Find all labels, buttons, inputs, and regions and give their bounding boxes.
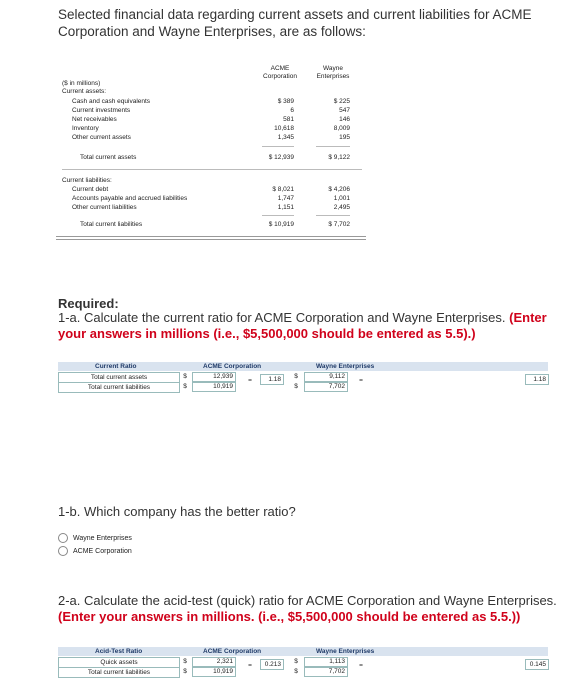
wayne-value: 2,495 [333, 204, 350, 211]
wayne-total-liabilities: $ 7,702 [328, 221, 350, 228]
wayne-header-line2: Enterprises [316, 73, 350, 80]
currency-symbol: $ [183, 383, 187, 390]
current-ratio-worksheet [58, 362, 548, 392]
asset-label: Inventory [72, 125, 99, 132]
currency-symbol: $ [183, 668, 187, 675]
acme-header: ACME Corporation [203, 648, 262, 655]
acme-ratio-result[interactable]: 1.18 [260, 374, 284, 385]
option-wayne-enterprises[interactable] [58, 533, 132, 543]
acme-total-assets: $ 12,939 [268, 154, 294, 161]
numerator-label: Total current assets [58, 372, 180, 383]
asset-row [62, 125, 362, 134]
divider [262, 215, 294, 216]
total-assets-label: Total current assets [80, 154, 137, 161]
intro-text: Selected financial data regarding current assets and current liabilities for ACME Corporation and Wayne Enterprises, are as follows: [58, 7, 532, 39]
acme-header: ACME Corporation [203, 363, 262, 370]
acme-header-line1: ACME [270, 65, 290, 72]
total-liabilities-row [62, 221, 362, 230]
question-2a-instruction: (Enter your answers in millions. (i.e., $5,500,000 should be entered as 5.5.)) [58, 609, 521, 624]
wayne-total-assets: $ 9,122 [328, 154, 350, 161]
current-assets-heading: Current assets: [62, 88, 107, 95]
currency-symbol: $ [183, 373, 187, 380]
equals-sign: = [248, 662, 252, 669]
question-1a [58, 310, 563, 342]
numerator-label: Quick assets [58, 657, 180, 668]
wayne-numerator-input[interactable]: 1,113 [304, 657, 348, 667]
asset-row [62, 134, 362, 143]
wayne-value: 8,009 [333, 125, 350, 132]
total-assets-row [62, 154, 362, 163]
wayne-value: 195 [339, 134, 350, 141]
wayne-denominator-input[interactable]: 7,702 [304, 382, 348, 392]
current-liabilities-heading: Current liabilities: [62, 177, 112, 184]
asset-label: Cash and cash equivalents [72, 98, 151, 105]
required-heading: Required: [58, 296, 119, 311]
currency-symbol: $ [294, 668, 298, 675]
option-label: Wayne Enterprises [73, 534, 132, 542]
acme-value: $ 389 [277, 98, 294, 105]
acme-value: 6 [290, 107, 294, 114]
liability-row [62, 204, 362, 213]
option-label: ACME Corporation [73, 547, 132, 555]
acme-column-header [255, 65, 305, 81]
divider [316, 215, 350, 216]
asset-label: Net receivables [72, 116, 117, 123]
question-1b: 1-b. Which company has the better ratio? [58, 504, 296, 519]
currency-symbol: $ [294, 658, 298, 665]
acme-value: $ 8,021 [272, 186, 294, 193]
acme-value: 1,747 [277, 195, 294, 202]
wayne-denominator-input[interactable]: 7,702 [304, 667, 348, 677]
divider [316, 146, 350, 147]
wayne-ratio-result[interactable]: 0.145 [525, 659, 549, 670]
divider [56, 236, 366, 237]
question-2a-text: 2-a. Calculate the acid-test (quick) ratio for ACME Corporation and Wayne Enterprises. [58, 593, 557, 608]
equals-sign: = [359, 662, 363, 669]
wayne-value: 1,001 [333, 195, 350, 202]
ratio-header: Acid-Test Ratio [95, 648, 143, 655]
wayne-value: $ 225 [333, 98, 350, 105]
total-liabilities-label: Total current liabilities [80, 221, 143, 228]
acme-value: 10,618 [274, 125, 294, 132]
denominator-label: Total current liabilities [58, 382, 180, 393]
divider [262, 146, 294, 147]
asset-label: Other current assets [72, 134, 131, 141]
radio-button[interactable] [58, 546, 68, 556]
acme-value: 1,151 [277, 204, 294, 211]
asset-row [62, 98, 362, 107]
question-1a-instruction: (Enter your answers in millions (i.e., $5,500,000 should be entered as 5.5).) [58, 310, 547, 341]
asset-row [62, 107, 362, 116]
question-1a-text: 1-a. Calculate the current ratio for ACME Corporation and Wayne Enterprises. [58, 310, 506, 325]
units-label: ($ in millions) [62, 80, 101, 87]
radio-button[interactable] [58, 533, 68, 543]
liability-label: Accounts payable and accrued liabilities [72, 195, 188, 202]
liability-label: Other current liabilities [72, 204, 137, 211]
wayne-header-line1: Wayne [323, 65, 343, 72]
option-acme-corporation[interactable] [58, 546, 132, 556]
worksheet-header [58, 362, 548, 371]
wayne-value: 547 [339, 107, 350, 114]
wayne-numerator-input[interactable]: 9,112 [304, 372, 348, 382]
worksheet-header [58, 647, 548, 656]
acme-ratio-result[interactable]: 0.213 [260, 659, 284, 670]
wayne-value: 146 [339, 116, 350, 123]
equals-sign: = [359, 377, 363, 384]
question-2a [58, 593, 568, 625]
acme-header-line2: Corporation [263, 73, 297, 80]
acme-value: 581 [283, 116, 294, 123]
acid-test-ratio-worksheet [58, 647, 548, 677]
asset-row [62, 116, 362, 125]
acme-total-liabilities: $ 10,919 [268, 221, 294, 228]
acme-denominator-input[interactable]: 10,919 [192, 667, 236, 677]
acme-value: 1,345 [277, 134, 294, 141]
currency-symbol: $ [294, 383, 298, 390]
ratio-header: Current Ratio [95, 363, 137, 370]
acme-denominator-input[interactable]: 10,919 [192, 382, 236, 392]
liability-row [62, 186, 362, 195]
wayne-value: $ 4,206 [328, 186, 350, 193]
equals-sign: = [248, 377, 252, 384]
divider [62, 169, 362, 170]
liability-label: Current debt [72, 186, 109, 193]
currency-symbol: $ [294, 373, 298, 380]
wayne-ratio-result[interactable]: 1.18 [525, 374, 549, 385]
wayne-column-header [308, 65, 358, 81]
liability-row [62, 195, 362, 204]
divider [56, 239, 366, 240]
wayne-header: Wayne Enterprises [316, 363, 375, 370]
currency-symbol: $ [183, 658, 187, 665]
denominator-label: Total current liabilities [58, 667, 180, 678]
asset-label: Current investments [72, 107, 131, 114]
wayne-header: Wayne Enterprises [316, 648, 375, 655]
acme-numerator-input[interactable]: 2,321 [192, 657, 236, 667]
acme-numerator-input[interactable]: 12,939 [192, 372, 236, 382]
